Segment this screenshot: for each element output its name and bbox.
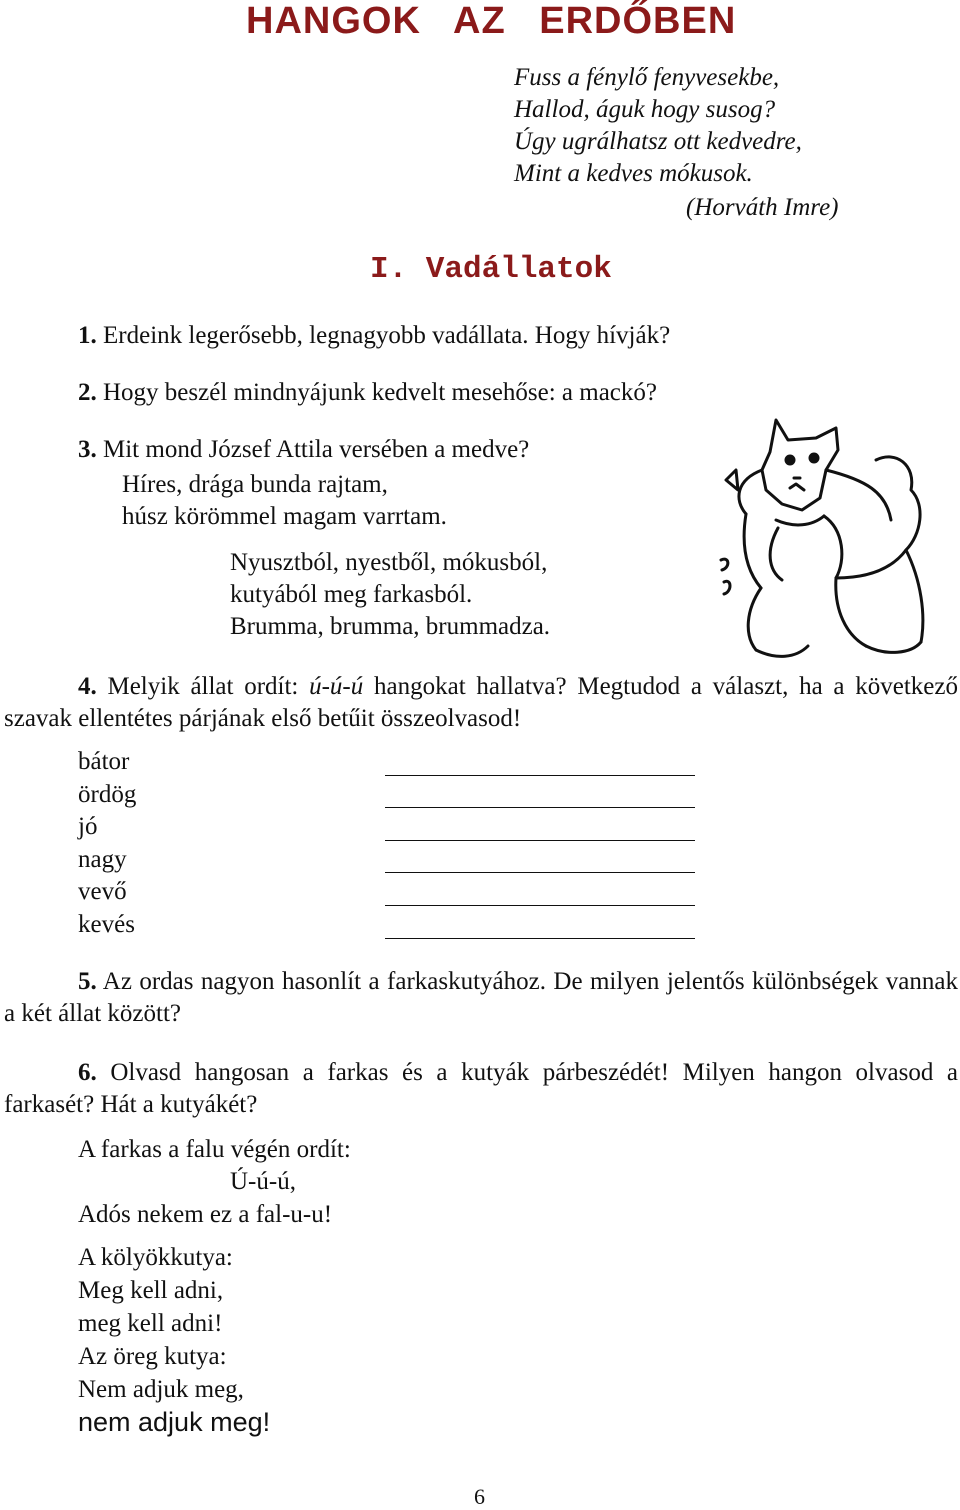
question-5	[4, 966, 958, 1030]
dialogue-line: Adós nekem ez a fal-u-u!	[78, 1201, 333, 1228]
question-2-text: Hogy beszél mindnyájunk kedvelt mesehőse: a mackó?	[96, 379, 658, 406]
question-5-text: Az ordas nagyon hasonlít a farkaskutyához. De milyen jelentős különbségek vannak a két állat között?	[4, 968, 958, 1027]
question-4-sound: ú-ú-ú	[309, 673, 364, 700]
question-2	[78, 377, 657, 409]
dialogue-line: nem adjuk meg!	[78, 1407, 271, 1437]
verse-line: Nyusztból, nyestből, mókusból,	[230, 549, 548, 576]
page-number: 6	[474, 1484, 485, 1509]
poem-line-4: Mint a kedves mókusok.	[514, 160, 753, 187]
poem-line-2: Hallod, águk hogy susog?	[514, 96, 776, 123]
dialogue-line: A farkas a falu végén ordít:	[78, 1136, 351, 1163]
dialogue-line: Az öreg kutya:	[78, 1343, 227, 1370]
word-item: nagy	[78, 846, 127, 873]
question-3	[78, 434, 529, 466]
word-item: vevő	[78, 878, 127, 905]
poem-line-3: Úgy ugrálhatsz ott kedvedre,	[514, 128, 802, 155]
answer-line[interactable]	[385, 872, 695, 873]
verse-line: kutyából meg farkasból.	[230, 581, 473, 608]
answer-line[interactable]	[385, 840, 695, 841]
dialogue-line: Meg kell adni,	[78, 1277, 224, 1304]
question-1-text: Erdeink legerősebb, legnagyobb vadállata. Hogy hívják?	[96, 322, 671, 349]
question-5-number: 5.	[78, 968, 97, 995]
question-1	[78, 320, 670, 352]
question-1-number: 1.	[78, 322, 97, 349]
dialogue-line: Nem adjuk meg,	[78, 1376, 244, 1403]
question-2-number: 2.	[78, 379, 97, 406]
word-item: bátor	[78, 748, 130, 775]
dialogue-line: A kölyökkutya:	[78, 1244, 233, 1271]
section-title: I. Vadállatok	[370, 252, 612, 287]
question-6	[4, 1057, 958, 1121]
question-4-pre: Melyik állat ordít:	[96, 673, 310, 700]
page-title: HANGOK AZ ERDŐBEN	[246, 0, 737, 42]
verse-line: Híres, drága bunda rajtam,	[122, 471, 388, 498]
question-4-post: hangokat hallatva? Megtudod a választ, ha a következő szavak ellentétes párjának első betűit összeolvasod!	[4, 673, 958, 732]
answer-line[interactable]	[385, 905, 695, 906]
question-6-number: 6.	[78, 1059, 97, 1086]
word-item: jó	[78, 813, 98, 840]
question-6-text: Olvasd hangosan a farkas és a kutyák párbeszédét! Milyen hangon olvasod a farkasét? Hát a kutyákét?	[4, 1059, 958, 1118]
dialogue-line: meg kell adni!	[78, 1310, 223, 1337]
word-item: ördög	[78, 781, 137, 808]
question-4-number: 4.	[78, 673, 97, 700]
bear-drawing-icon	[716, 410, 931, 672]
verse-line: húsz körömmel magam varrtam.	[122, 503, 447, 530]
poem-line-1: Fuss a fénylő fenyvesekbe,	[514, 64, 780, 91]
question-4	[4, 671, 958, 735]
answer-line[interactable]	[385, 807, 695, 808]
answer-line[interactable]	[385, 775, 695, 776]
verse-line: Brumma, brumma, brummadza.	[230, 613, 551, 640]
word-item: kevés	[78, 911, 135, 938]
answer-line[interactable]	[385, 938, 695, 939]
dialogue-line: Ú-ú-ú,	[230, 1168, 296, 1195]
question-3-text: Mit mond József Attila versében a medve?	[96, 436, 530, 463]
question-3-number: 3.	[78, 436, 97, 463]
poem-author: (Horváth Imre)	[686, 194, 839, 221]
